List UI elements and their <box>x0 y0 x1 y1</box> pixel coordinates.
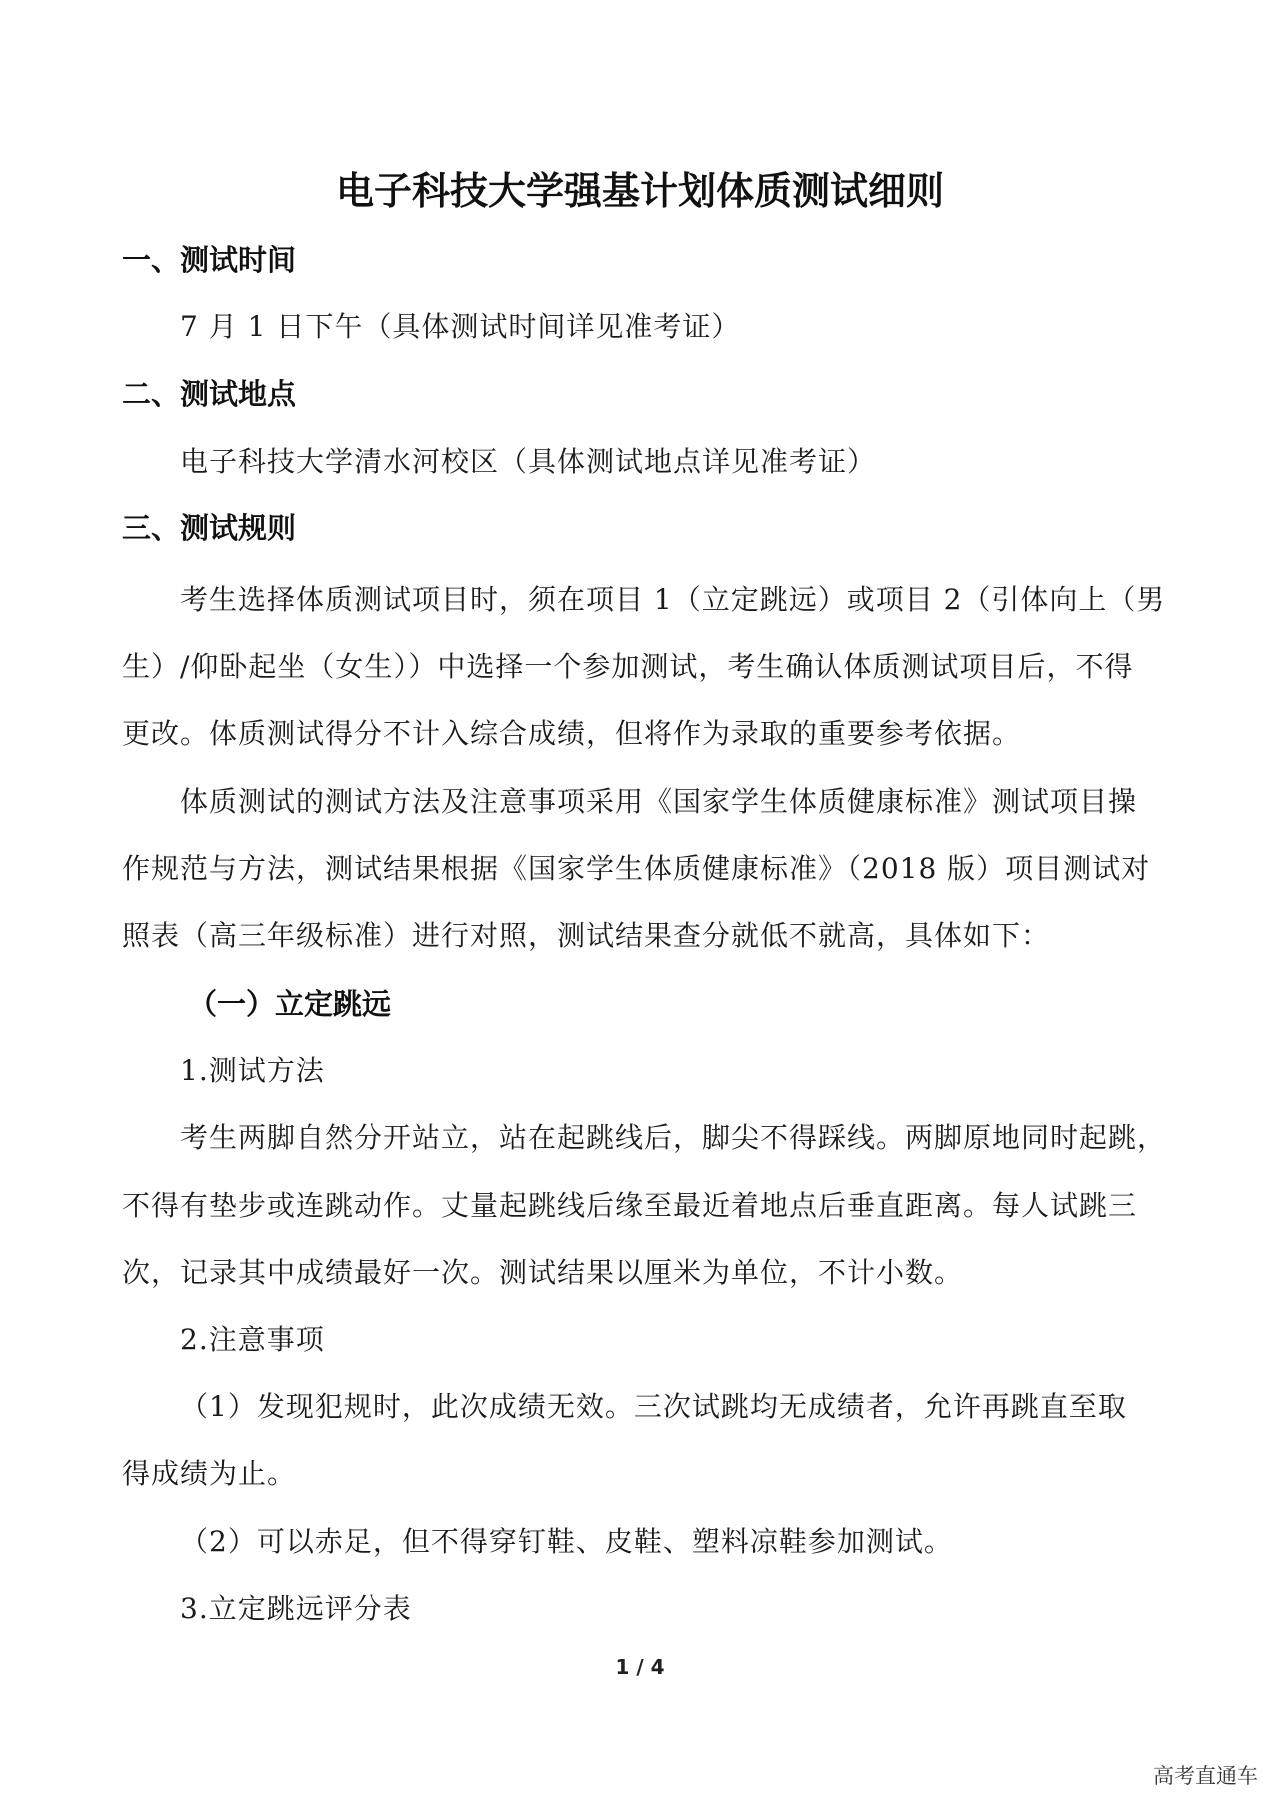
table-heading: 3.立定跳远评分表 <box>180 1592 412 1625</box>
note-line: （2）可以赤足，但不得穿钉鞋、皮鞋、塑料凉鞋参加测试。 <box>180 1525 953 1558</box>
section-heading-time: 一、测试时间 <box>122 243 297 277</box>
rules-para1-line: 考生选择体质测试项目时，须在项目 1（立定跳远）或项目 2（引体向上（男 <box>180 583 1166 616</box>
notes-heading: 2.注意事项 <box>180 1323 325 1356</box>
note-line: （1）发现犯规时，此次成绩无效。三次试跳均无成绩者，允许再跳直至取 <box>180 1390 1127 1423</box>
method-heading: 1.测试方法 <box>180 1054 325 1087</box>
rules-para1-line: 生）/仰卧起坐（女生））中选择一个参加测试，考生确认体质测试项目后，不得 <box>122 650 1134 683</box>
rules-para1-line: 更改。体质测试得分不计入综合成绩，但将作为录取的重要参考依据。 <box>122 717 1022 750</box>
section-text-location: 电子科技大学清水河校区（具体测试地点详见准考证） <box>180 445 877 478</box>
watermark: 高考直通车 <box>1153 1764 1258 1788</box>
method-text-line: 考生两脚自然分开站立，站在起跳线后，脚尖不得踩线。两脚原地同时起跳， <box>180 1121 1167 1154</box>
document-title: 电子科技大学强基计划体质测试细则 <box>335 169 944 213</box>
section-heading-rules: 三、测试规则 <box>122 511 297 545</box>
subsection-heading-standing-jump: （一）立定跳远 <box>188 987 392 1021</box>
note-line: 得成绩为止。 <box>122 1457 297 1490</box>
rules-para2-line: 作规范与方法，测试结果根据《国家学生体质健康标准》（2018 版）项目测试对 <box>122 852 1151 885</box>
page-number: 1 / 4 <box>615 1655 665 1679</box>
rules-para2-line: 照表（高三年级标准）进行对照，测试结果查分就低不就高，具体如下： <box>122 919 1051 952</box>
section-heading-location: 二、测试地点 <box>122 377 297 411</box>
rules-para2-line: 体质测试的测试方法及注意事项采用《国家学生体质健康标准》测试项目操 <box>180 785 1138 818</box>
section-text-time: 7 月 1 日下午（具体测试时间详见准考证） <box>180 310 741 343</box>
method-text-line: 不得有垫步或连跳动作。丈量起跳线后缘至最近着地点后垂直距离。每人试跳三 <box>122 1189 1138 1222</box>
method-text-line: 次，记录其中成绩最好一次。测试结果以厘米为单位，不计小数。 <box>122 1256 964 1289</box>
